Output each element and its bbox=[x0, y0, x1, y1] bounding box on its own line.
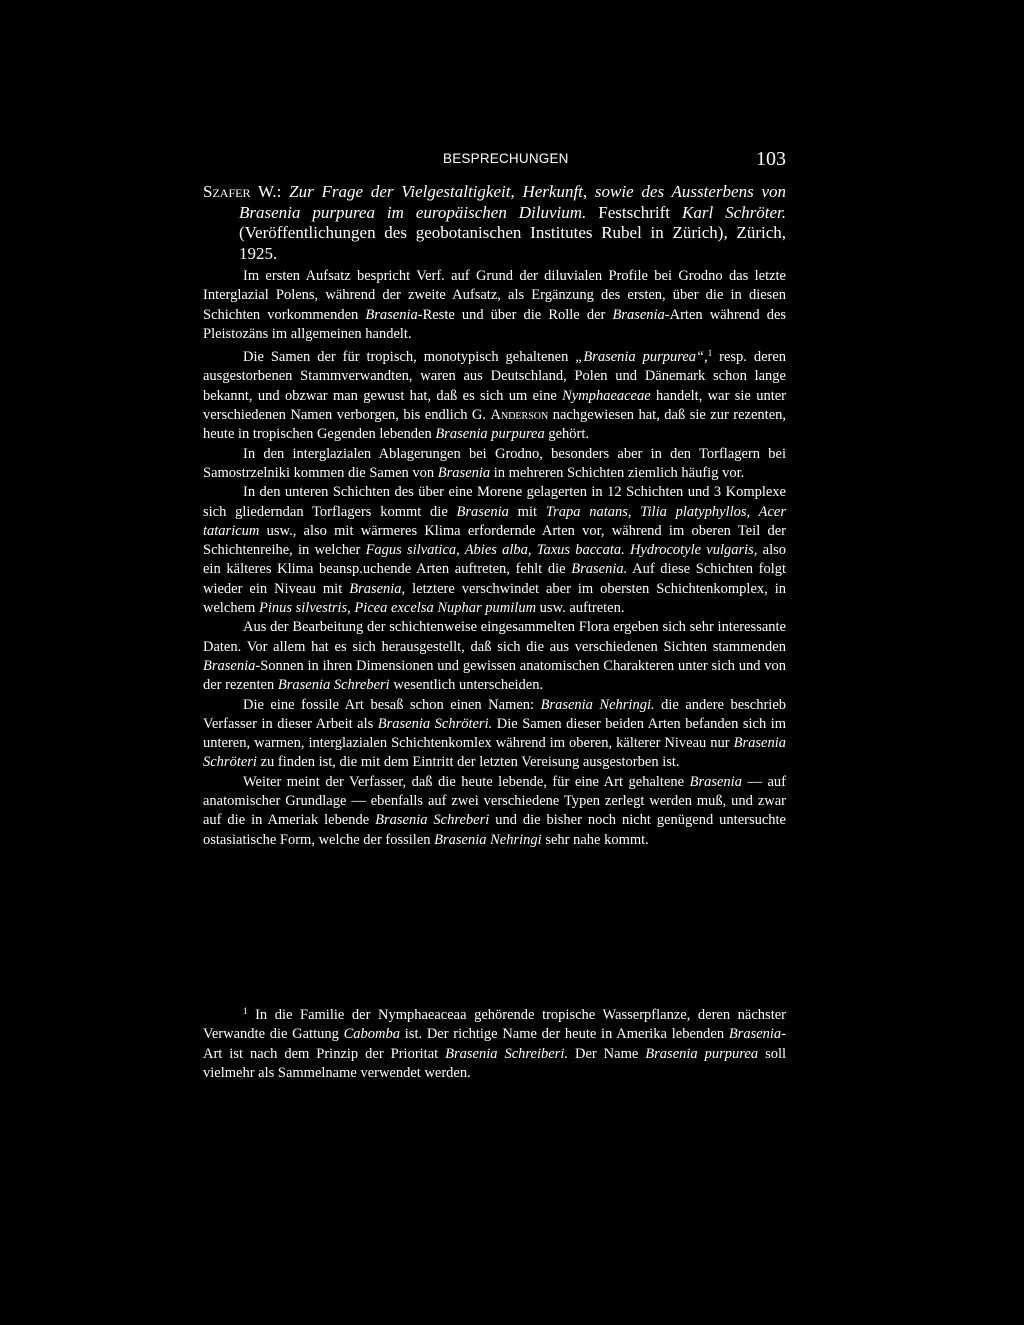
text-run: — auf anatomischer Grundlage — ebenfalls auf zwei verschiedene Typen zerlegt werden muß, und zwar auf die in Ameriak lebende bbox=[203, 773, 786, 829]
text-run: ist. Der richtige Name der heute in Amerika lebenden bbox=[404, 1026, 725, 1043]
text-run: die andere beschrieb Verfasser in dieser Arbeit als bbox=[203, 696, 787, 732]
text-run: In den interglazialen Ablagerungen bei Grodno, besonders aber in den Torflagern bei Samostrzelniki kommen die Samen von bbox=[203, 445, 786, 481]
taxon-name: Brasenia purpurea bbox=[435, 426, 545, 443]
text-run: Aus der Bearbeitung der schichtenweise eingesammelten Flora ergeben sich sehr interessante Daten. Vor allem hat es sich herausgestellt, daß sich die aus verschiedenen Sichten stammenden bbox=[203, 619, 786, 655]
reference-honoree: Karl Schröter. bbox=[681, 202, 787, 222]
text-run: zu finden ist, die mit dem Eintritt der letzten Vereisung ausgestorben ist. bbox=[260, 754, 680, 771]
reference-title: Zur Frage der Vielgestaltigkeit, Herkunft, sowie des Aussterbens von Brasenia purpurea im europäischen Diluvium. bbox=[239, 182, 786, 222]
reference-festschrift: Festschrift bbox=[598, 202, 671, 222]
text-run: -Art ist nach dem Prinzip der Prioritat bbox=[203, 1026, 787, 1062]
taxon-name: Pinus silvestris, Picea excelsa Nuphar pumilum bbox=[258, 600, 537, 617]
taxon-name: Brasenia, bbox=[349, 580, 406, 597]
text-run: in mehreren Schichten ziemlich häufig vor. bbox=[493, 464, 745, 481]
taxon-name: Brasenia Schröteri bbox=[203, 735, 787, 771]
taxon-name: Brasenia bbox=[456, 503, 509, 520]
paragraph-6 bbox=[203, 696, 786, 773]
taxon-name: Brasenia Nehringi bbox=[434, 831, 542, 848]
reference-initial: W.: bbox=[257, 182, 282, 201]
text-run: usw. auftreten. bbox=[539, 600, 625, 617]
paragraph-2 bbox=[203, 344, 786, 444]
taxon-name: Brasenia Schreiberi. bbox=[445, 1045, 568, 1062]
taxon-name: Trapa natans, Tilia platyphyllos, Acer tataricum bbox=[203, 503, 787, 539]
text-run: soll vielmehr als Sammelname verwendet werden. bbox=[203, 1045, 787, 1081]
taxon-name: Brasenia Nehringi. bbox=[540, 696, 655, 713]
taxon-name: Brasenia Schreberi bbox=[375, 812, 490, 829]
taxon-name: Brasenia bbox=[612, 306, 665, 323]
footnote bbox=[203, 1002, 786, 1083]
text-run: letztere verschwindet aber im obersten Schichtenkomplex, in welchem bbox=[203, 580, 787, 617]
running-head bbox=[203, 148, 786, 172]
text-run: sehr nahe kommt. bbox=[545, 831, 649, 848]
text-run: -Sonnen in ihren Dimensionen und gewissen anatomischen Charakteren unter sich und von der rezenten bbox=[203, 657, 786, 694]
taxon-name: Fagus silvatica, Abies alba, Taxus baccata. Hydrocotyle vulgaris, bbox=[365, 542, 758, 559]
text-run: resp. deren ausgestorbenen Stammverwandten, waren aus Deutschland, Polen und Dänemark schon lange bekannt, und obzwar man gewust hat, daß es sich um eine bbox=[203, 349, 787, 404]
page-number: 103 bbox=[756, 148, 786, 170]
paragraph-4 bbox=[203, 483, 786, 618]
footnote-marker: 1 bbox=[243, 1006, 248, 1016]
taxon-name: Brasenia bbox=[365, 306, 418, 323]
text-run: also ein kälteres Klima beansp.uchende Arten auftreten, fehlt die bbox=[203, 542, 787, 578]
taxon-name: Brasenia bbox=[203, 657, 256, 674]
text-run: handelt, war sie unter verschiedenen Namen verborgen, bis endlich G. bbox=[203, 387, 786, 424]
text-run: -Arten während des Pleistozäns im allgemeinen handelt. bbox=[203, 306, 787, 342]
taxon-name: Nymphaeaceae bbox=[562, 387, 651, 404]
text-run: usw., also mit wärmeres Klima erfordernde Arten vor, während im oberen Teil der Schichtenreihe, in welcher bbox=[203, 522, 786, 559]
taxon-name: Brasenia bbox=[437, 464, 491, 481]
running-title: BESPRECHUNGEN bbox=[443, 151, 569, 166]
text-run: Der Name bbox=[574, 1045, 639, 1062]
paragraph-1 bbox=[203, 267, 786, 344]
text-run: Auf diese Schichten folgt wieder ein Niveau mit bbox=[203, 561, 787, 597]
text-run: In die Familie der Nymphaeaceaa gehörende tropische Wasserpflanze, deren nächster Verwandte die Gattung bbox=[203, 1007, 786, 1043]
text-run: -Reste und über die Rolle der bbox=[417, 306, 606, 323]
paragraph-7 bbox=[203, 773, 786, 850]
text-run: Die Samen der für tropisch, monotypisch gehaltenen bbox=[243, 349, 569, 366]
bibliographic-reference bbox=[203, 182, 786, 264]
text-run: Weiter meint der Verfasser, daß die heute lebende, für eine Art gehaltene bbox=[243, 773, 685, 790]
taxon-name: Cabomba bbox=[343, 1026, 401, 1043]
text-run: gehört. bbox=[548, 426, 590, 443]
taxon-name: Brasenia purpurea bbox=[645, 1045, 759, 1062]
taxon-name: „Brasenia purpurea“, bbox=[575, 349, 708, 366]
taxon-name: Brasenia bbox=[689, 773, 742, 790]
text-run: Die eine fossile Art besaß schon einen Namen: bbox=[243, 696, 535, 713]
taxon-name: Brasenia. bbox=[571, 561, 628, 578]
reference-author: Szafer bbox=[203, 182, 251, 201]
text-run: nachgewiesen hat, daß sie zur rezenten, heute in tropischen Gegenden lebenden bbox=[203, 407, 787, 443]
text-run: und die bisher noch nicht genügend untersuchte ostasiatische Form, welche der fossilen bbox=[203, 812, 786, 848]
reference-publication: (Veröffentlichungen des geobotanischen Institutes Rubel in Zürich), Zürich, 1925. bbox=[239, 223, 786, 263]
review-body bbox=[203, 182, 786, 850]
text-run: In den unteren Schichten des über eine Morene gelagerten in 12 Schichten und 3 Komplexe sich gliederndan Torflagers kommt die bbox=[203, 484, 786, 520]
footnote-reference: 1 bbox=[707, 348, 713, 359]
text-run: mit bbox=[517, 503, 538, 520]
text-run: Im ersten Aufsatz bespricht Verf. auf Grund der diluvialen Profile bei Grodno das letzte Interglazial Polens, während der zweite Aufsatz, als Ergänzung des ersten, über die in diesen Schichten vorkommenden bbox=[203, 268, 786, 323]
paragraph-5 bbox=[203, 618, 786, 695]
paragraph-3 bbox=[203, 445, 786, 484]
text-run: Die Samen dieser beiden Arten befanden sich im unteren, warmen, interglazialen Schichtenkomlex während im oberen, kälterer Niveau nur bbox=[203, 715, 787, 752]
taxon-name: Brasenia Schreberi bbox=[277, 677, 390, 694]
person-name: Anderson bbox=[490, 407, 549, 424]
text-run: wesentlich unterscheiden. bbox=[393, 677, 544, 694]
taxon-name: Brasenia bbox=[728, 1026, 782, 1043]
taxon-name: Brasenia Schröteri. bbox=[377, 715, 493, 732]
